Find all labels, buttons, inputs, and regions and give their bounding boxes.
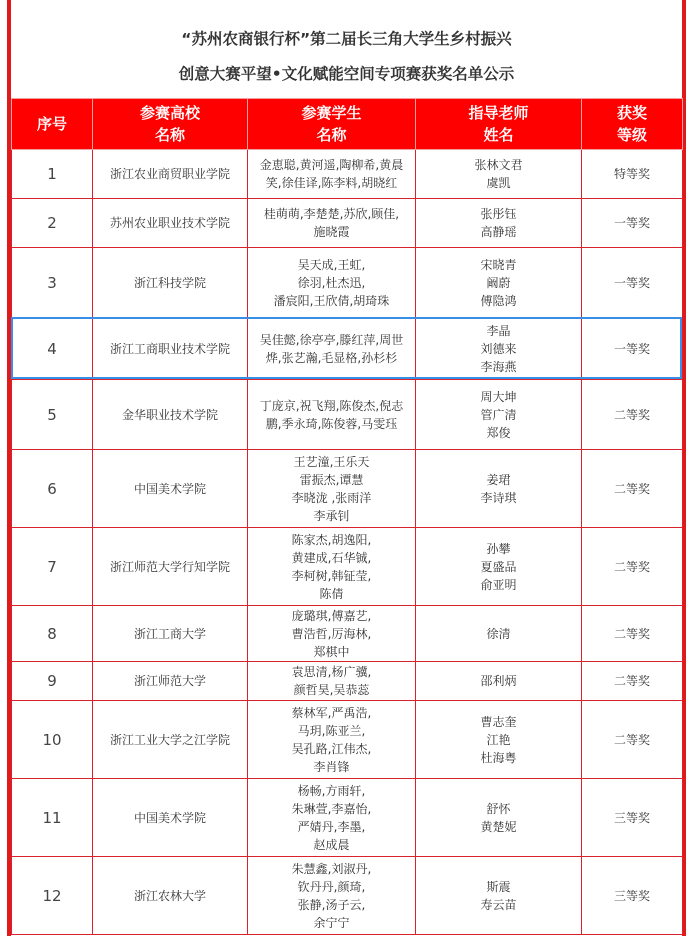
row-number: 9 xyxy=(47,672,57,690)
school-name: 中国美术学院 xyxy=(133,481,206,496)
teacher-name: 傅隐鸿 xyxy=(480,293,517,308)
teachers-cell xyxy=(416,150,582,199)
row-number: 11 xyxy=(42,808,62,827)
award-level-cell xyxy=(582,248,683,318)
award-level: 二等奖 xyxy=(613,732,650,747)
award-table xyxy=(11,98,683,935)
school-cell xyxy=(93,857,248,935)
teacher-name: 李海燕 xyxy=(480,359,517,374)
school-name: 浙江工商职业技术学院 xyxy=(109,341,230,356)
table-row xyxy=(12,606,683,662)
student-names-line: 陈倩 xyxy=(319,586,344,601)
student-names-line: 余宁宁 xyxy=(313,915,350,930)
student-names-line: 吴佳懿,徐亭亭,滕红萍,周世 xyxy=(259,332,404,347)
student-names-line: 曹浩哲,厉海林, xyxy=(291,626,372,641)
table-row xyxy=(12,779,683,857)
table-row xyxy=(12,150,683,199)
student-names-line: 金恵聪,黄河遥,陶柳希,黄晨 xyxy=(259,158,404,172)
students-cell xyxy=(248,701,416,779)
table-row xyxy=(12,380,683,450)
award-level-cell xyxy=(582,701,683,779)
students-cell xyxy=(248,857,416,935)
school-name: 浙江工商大学 xyxy=(133,626,206,641)
students-cell xyxy=(248,248,416,318)
student-names-line: 钦丹丹,颜琦, xyxy=(297,879,366,894)
school-name: 浙江农林大学 xyxy=(133,888,206,903)
row-number-cell xyxy=(12,248,93,318)
row-number: 2 xyxy=(47,214,57,232)
row-number: 3 xyxy=(47,273,57,292)
school-cell xyxy=(93,450,248,528)
row-number: 12 xyxy=(42,886,62,905)
students-cell xyxy=(248,606,416,662)
school-cell xyxy=(93,779,248,857)
header-no-label: 序号 xyxy=(36,115,67,133)
header-school xyxy=(93,99,248,150)
school-name: 浙江师范大学行知学院 xyxy=(109,559,230,574)
header-no xyxy=(12,99,93,150)
student-names-line: 李肖锋 xyxy=(313,759,350,774)
student-names-line: 朱慧鑫,刘淑丹, xyxy=(291,861,372,876)
header-students-label-2: 名称 xyxy=(316,126,347,144)
student-names-line: 徐羽,杜杰迅, xyxy=(297,275,366,290)
award-level-cell xyxy=(582,528,683,606)
teacher-name: 曹志奎 xyxy=(480,714,517,729)
students-cell xyxy=(248,150,416,199)
student-names-line: 颜哲昊,吴恭蕊 xyxy=(293,683,370,697)
award-level: 一等奖 xyxy=(613,216,650,230)
student-names-line: 庞璐琪,傅嘉艺, xyxy=(291,608,372,623)
school-name: 金华职业技术学院 xyxy=(121,407,218,422)
student-names-line: 鹏,季永琦,陈俊蓉,马雯珏 xyxy=(265,416,398,431)
row-number: 8 xyxy=(47,624,57,643)
row-number-cell xyxy=(12,318,93,380)
school-name: 浙江科技学院 xyxy=(133,275,206,290)
row-number-cell xyxy=(12,380,93,450)
header-school-label-2: 名称 xyxy=(154,126,185,144)
row-number-cell xyxy=(12,606,93,662)
school-cell xyxy=(93,606,248,662)
teacher-name: 高静瑶 xyxy=(480,225,517,239)
teacher-name: 张彤钰 xyxy=(480,207,517,221)
table-row xyxy=(12,199,683,248)
student-names-line: 张静,汤子云, xyxy=(297,897,366,912)
award-level: 二等奖 xyxy=(613,559,650,574)
teachers-cell xyxy=(416,662,582,701)
teacher-name: 宋晓青 xyxy=(480,257,517,272)
school-cell xyxy=(93,199,248,248)
student-names-line: 雷振杰,谭慧 xyxy=(299,472,364,487)
row-number-cell xyxy=(12,662,93,701)
teacher-name: 周大坤 xyxy=(480,389,517,404)
student-names-line: 袁思清,杨广骥, xyxy=(291,665,372,679)
header-school-label-1: 参赛高校 xyxy=(139,104,200,122)
table-row xyxy=(12,857,683,935)
row-number-cell xyxy=(12,150,93,199)
teachers-cell xyxy=(416,857,582,935)
student-names-line: 李晓泷 ,张雨洋 xyxy=(291,490,372,505)
row-number: 6 xyxy=(47,479,57,498)
student-names-line: 笑,徐佳译,陈李料,胡晓红 xyxy=(265,176,398,190)
teacher-name: 斯震 xyxy=(486,879,511,894)
student-names-line: 丁庞京,祝飞翔,陈俊杰,倪志 xyxy=(259,398,404,413)
school-cell xyxy=(93,318,248,380)
teacher-name: 舒怀 xyxy=(486,801,511,816)
award-level-cell xyxy=(582,857,683,935)
table-header-row xyxy=(12,99,683,150)
award-level: 一等奖 xyxy=(613,341,650,356)
award-level: 一等奖 xyxy=(613,275,650,290)
header-award xyxy=(582,99,683,150)
teacher-name: 管广清 xyxy=(480,407,517,422)
teachers-cell xyxy=(416,606,582,662)
teachers-cell xyxy=(416,380,582,450)
student-names-line: 吴天成,王虹, xyxy=(297,257,366,272)
award-level-cell xyxy=(582,150,683,199)
teacher-name: 江艳 xyxy=(486,732,511,747)
school-name: 浙江工业大学之江学院 xyxy=(109,732,230,747)
students-cell xyxy=(248,380,416,450)
teachers-cell xyxy=(416,318,582,380)
award-level: 二等奖 xyxy=(613,626,650,641)
table-row xyxy=(12,528,683,606)
row-number-cell xyxy=(12,450,93,528)
award-level: 二等奖 xyxy=(613,481,650,496)
teacher-name: 寿云苗 xyxy=(480,897,517,912)
header-teachers-label-2: 姓名 xyxy=(483,126,514,144)
award-level-cell xyxy=(582,318,683,380)
school-cell xyxy=(93,662,248,701)
award-level: 特等奖 xyxy=(613,167,650,181)
student-names-line: 李柯树,韩钲莹, xyxy=(291,568,372,583)
header-teachers-label-1: 指导老师 xyxy=(468,104,529,122)
students-cell xyxy=(248,450,416,528)
students-cell xyxy=(248,662,416,701)
teacher-name: 郑俊 xyxy=(486,425,511,440)
school-name: 苏州农业职业技术学院 xyxy=(109,216,230,230)
student-names-line: 王艺潼,王乐天 xyxy=(293,454,370,469)
student-names-line: 郑棋中 xyxy=(313,644,350,659)
teachers-cell xyxy=(416,779,582,857)
title-block xyxy=(11,0,682,98)
table-row xyxy=(12,662,683,701)
teachers-cell xyxy=(416,701,582,779)
school-name: 浙江师范大学 xyxy=(133,674,206,688)
award-level-cell xyxy=(582,450,683,528)
teacher-name: 邵利炳 xyxy=(480,674,517,688)
school-name: 浙江农业商贸职业学院 xyxy=(109,167,230,181)
header-students xyxy=(248,99,416,150)
award-level: 二等奖 xyxy=(613,674,650,688)
page-title-line-1: “苏州农商银行杯”第二届长三角大学生乡村振兴 xyxy=(181,30,512,48)
student-names-line: 吴孔路,江伟杰, xyxy=(291,741,372,756)
students-cell xyxy=(248,779,416,857)
teachers-cell xyxy=(416,528,582,606)
school-cell xyxy=(93,528,248,606)
row-number: 4 xyxy=(47,339,57,358)
student-names-line: 李承钊 xyxy=(313,508,350,523)
teacher-name: 夏盛品 xyxy=(480,559,517,574)
award-level: 三等奖 xyxy=(613,888,650,903)
teacher-name: 李诗琪 xyxy=(480,490,517,505)
teacher-name: 李晶 xyxy=(486,323,511,338)
row-number-cell xyxy=(12,857,93,935)
student-names-line: 蔡林军,严禹浩, xyxy=(291,705,372,720)
student-names-line: 陈家杰,胡逸阳, xyxy=(291,532,372,547)
student-names-line: 朱琳萱,李嘉怡, xyxy=(291,801,372,816)
student-names-line: 杨畅,方雨轩, xyxy=(297,783,366,798)
school-cell xyxy=(93,248,248,318)
student-names-line: 烨,张艺瀚,毛显格,孙杉杉 xyxy=(265,350,398,365)
table-row xyxy=(12,701,683,779)
student-names-line: 赵成晨 xyxy=(313,837,350,852)
student-names-line: 严婧丹,李墨, xyxy=(297,819,366,834)
teacher-name: 虞凯 xyxy=(486,176,511,190)
school-cell xyxy=(93,701,248,779)
teachers-cell xyxy=(416,199,582,248)
school-name: 中国美术学院 xyxy=(133,810,206,825)
student-names-line: 桂萌萌,李楚楚,苏欣,顾佳, xyxy=(263,207,400,221)
row-number-cell xyxy=(12,528,93,606)
award-level-cell xyxy=(582,606,683,662)
award-level-cell xyxy=(582,779,683,857)
student-names-line: 潘宸阳,王欣倩,胡琦珠 xyxy=(273,293,390,308)
teacher-name: 阚蔚 xyxy=(486,275,511,290)
award-level: 三等奖 xyxy=(613,810,650,825)
header-teachers xyxy=(416,99,582,150)
header-award-label-1: 获奖 xyxy=(616,104,647,122)
school-cell xyxy=(93,150,248,199)
page-title-line-2: 创意大赛平望•文化赋能空间专项赛获奖名单公示 xyxy=(178,65,515,83)
row-number-cell xyxy=(12,701,93,779)
teacher-name: 徐清 xyxy=(486,626,511,641)
teacher-name: 刘德来 xyxy=(480,341,517,356)
school-cell xyxy=(93,380,248,450)
teacher-name: 孙攀 xyxy=(486,541,511,556)
award-level-cell xyxy=(582,199,683,248)
students-cell xyxy=(248,318,416,380)
student-names-line: 黄建成,石华铖, xyxy=(291,550,372,565)
teacher-name: 俞亚明 xyxy=(480,577,517,592)
teacher-name: 杜海粤 xyxy=(480,750,517,765)
row-number: 10 xyxy=(42,730,62,749)
award-level-cell xyxy=(582,662,683,701)
row-number: 1 xyxy=(47,165,57,183)
teacher-name: 张林文君 xyxy=(474,158,523,172)
teacher-name: 姜珺 xyxy=(486,472,511,487)
award-level: 二等奖 xyxy=(613,407,650,422)
student-names-line: 马玥,陈亚兰, xyxy=(297,723,366,738)
teachers-cell xyxy=(416,248,582,318)
header-award-label-2: 等级 xyxy=(616,126,647,144)
row-number-cell xyxy=(12,199,93,248)
award-level-cell xyxy=(582,380,683,450)
student-names-line: 施晓霞 xyxy=(313,225,350,239)
teacher-name: 黄楚妮 xyxy=(480,819,517,834)
students-cell xyxy=(248,199,416,248)
row-number-cell xyxy=(12,779,93,857)
teachers-cell xyxy=(416,450,582,528)
table-row xyxy=(12,318,683,380)
row-number: 7 xyxy=(47,557,57,576)
header-students-label-1: 参赛学生 xyxy=(301,104,362,122)
table-row xyxy=(12,450,683,528)
students-cell xyxy=(248,528,416,606)
table-row xyxy=(12,248,683,318)
row-number: 5 xyxy=(47,405,57,424)
